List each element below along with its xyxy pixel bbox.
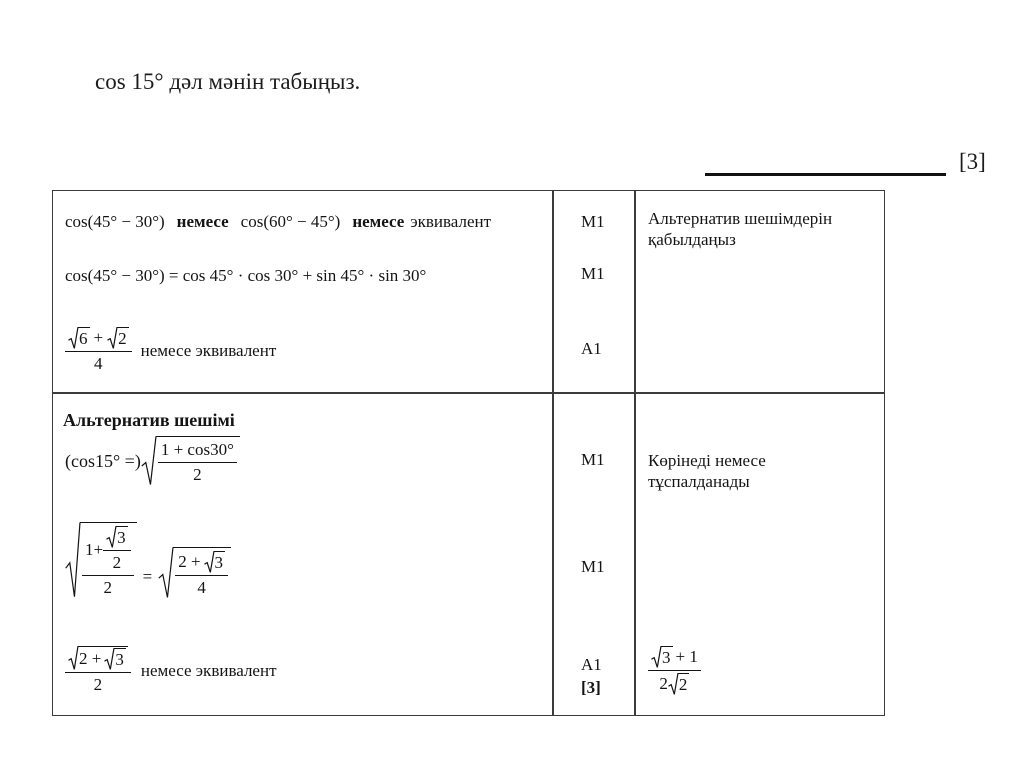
numerator	[65, 327, 132, 351]
radical-sign	[158, 547, 173, 599]
denominator: 2	[158, 462, 237, 485]
radical-sign	[106, 526, 116, 548]
fraction	[648, 646, 701, 695]
denominator: 4	[65, 351, 132, 374]
radical-sign	[65, 522, 80, 599]
main-step-1	[65, 212, 491, 232]
mark-label: A1	[581, 339, 602, 358]
total-marks: [3]	[581, 678, 601, 697]
radicand: 3	[214, 553, 224, 572]
square-root	[106, 526, 128, 548]
mark-label: M1	[581, 264, 605, 283]
square-root	[65, 522, 137, 599]
fraction	[82, 526, 134, 598]
radical-stroke	[652, 646, 662, 667]
answer-line	[705, 173, 946, 176]
math-term: 2 +	[79, 649, 102, 668]
mark-label: M1	[581, 450, 605, 469]
radical-stroke	[69, 327, 79, 348]
guidance-note: Альтернатив шешімдерін қабылдаңыз	[648, 209, 833, 249]
mark-label: M1	[581, 212, 605, 231]
fraction	[103, 526, 131, 573]
radicand: 3	[117, 528, 126, 547]
radical-stroke	[142, 436, 156, 484]
equals-sign: =	[142, 567, 153, 586]
numerator	[65, 646, 131, 672]
radical-stroke	[66, 522, 80, 596]
question-text: cos 15° дәл мәнін табыңыз.	[95, 69, 361, 94]
alt-step-3	[65, 646, 277, 695]
radical-stroke	[108, 327, 118, 348]
square-root	[68, 327, 90, 349]
radical-stroke	[159, 547, 173, 597]
main-step-2: cos(45° − 30°) = cos 45° · cos 30° + sin 45° · sin 30°	[65, 266, 427, 285]
square-root	[104, 648, 126, 670]
radical-stroke	[69, 646, 79, 669]
numerator	[175, 551, 228, 575]
denominator: 2	[65, 672, 131, 695]
radicand: 3	[662, 648, 671, 667]
operator: +	[93, 328, 104, 347]
alt-step-2	[65, 522, 231, 599]
numerator	[82, 526, 134, 575]
radicand	[80, 522, 137, 599]
equivalent-note: немесе эквивалент	[140, 660, 277, 680]
square-root	[668, 673, 690, 695]
square-root	[107, 327, 129, 349]
or-word: немесе	[176, 212, 229, 231]
row-divider	[52, 392, 885, 394]
radical-sign	[204, 551, 214, 573]
column-divider-marks	[552, 190, 554, 716]
square-root	[68, 646, 128, 670]
radicand: 3	[115, 650, 124, 669]
fraction	[65, 646, 131, 695]
fraction	[158, 440, 237, 485]
math-term: 2 +	[178, 552, 201, 571]
radical-sign	[141, 436, 156, 486]
numerator	[103, 526, 131, 550]
guidance-note: Көрінеді немесе тұспалданады	[648, 451, 766, 491]
radicand: 2	[118, 329, 127, 348]
column-divider-notes	[634, 190, 636, 716]
numerator: 1 + cos30°	[160, 440, 234, 459]
equivalent-form	[648, 646, 701, 695]
mark-label: M1	[581, 557, 605, 576]
square-root	[651, 646, 673, 668]
numerator	[648, 646, 701, 670]
radical-stroke	[204, 551, 214, 572]
radical-sign	[668, 673, 678, 695]
alternative-heading: Альтернатив шешімі	[63, 410, 235, 430]
math-term: + 1	[675, 647, 698, 666]
fraction	[65, 327, 132, 374]
math-term: 2	[659, 674, 668, 693]
denominator: 2	[103, 550, 131, 573]
radical-stroke	[105, 648, 115, 669]
math-expression: cos(60° − 45°)	[240, 212, 341, 231]
radical-stroke	[668, 673, 678, 694]
math-term: 1+	[85, 539, 104, 559]
radical-stroke	[107, 526, 117, 547]
question-marks: [3]	[959, 149, 986, 174]
denominator: 2	[82, 575, 134, 598]
equivalent-note: немесе эквивалент	[140, 340, 277, 360]
square-root	[158, 547, 231, 599]
denominator	[648, 670, 701, 695]
radical-sign	[68, 327, 78, 349]
square-root	[141, 436, 240, 486]
radical-sign	[651, 646, 661, 668]
radical-sign	[68, 646, 78, 670]
radical-sign	[104, 648, 114, 670]
mark-label: A1	[581, 655, 602, 674]
equivalent-word: эквивалент	[410, 212, 492, 231]
denominator: 4	[175, 575, 228, 598]
math-prefix: (cos15° =)	[65, 451, 141, 471]
alt-step-1	[65, 436, 240, 486]
radicand	[156, 436, 240, 486]
radicand	[78, 646, 128, 670]
radicand	[173, 547, 231, 599]
radical-sign	[107, 327, 117, 349]
radicand: 2	[678, 675, 688, 694]
fraction	[175, 551, 228, 598]
math-expression: cos(45° − 30°)	[65, 212, 165, 231]
main-step-3	[65, 327, 276, 374]
radicand: 6	[79, 329, 88, 348]
or-word: немесе	[352, 212, 405, 231]
square-root	[204, 551, 226, 573]
